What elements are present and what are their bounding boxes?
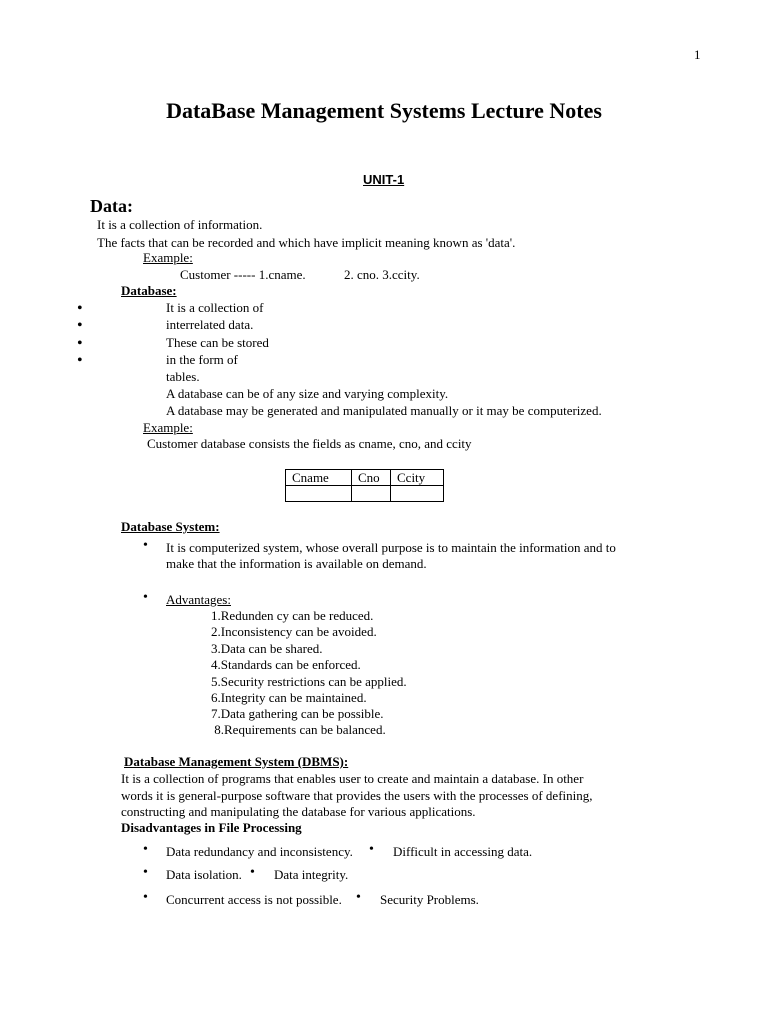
- customer-fields-table: [285, 469, 444, 502]
- database-system-text: It is computerized system, whose overall purpose is to maintain the information and to: [166, 540, 616, 555]
- disadvantage-item: Difficult in accessing data.: [393, 844, 533, 859]
- table-cell: [352, 486, 391, 502]
- dbms-paragraph-line: words it is general-purpose software that provides the users with the processes of defining,: [121, 788, 593, 803]
- table-row: [286, 486, 444, 502]
- table-header-cno: Cno: [352, 470, 391, 486]
- database-example-text: Customer database consists the fields as cname, cno, and ccity: [147, 436, 472, 451]
- page-title: DataBase Management Systems Lecture Notes: [166, 98, 602, 123]
- page-number: 1: [694, 47, 701, 62]
- database-line: tables.: [166, 369, 200, 384]
- advantage-item: 6.Integrity can be maintained.: [211, 690, 367, 705]
- advantage-item: 1.Redunden cy can be reduced.: [211, 608, 374, 623]
- database-heading: Database:: [121, 283, 177, 298]
- database-line: These can be stored: [166, 335, 269, 350]
- advantage-item: 2.Inconsistency can be avoided.: [211, 624, 377, 639]
- table-cell: [391, 486, 444, 502]
- table-header-cname: Cname: [286, 470, 352, 486]
- advantage-item: 5.Security restrictions can be applied.: [211, 674, 407, 689]
- bullet-icon: •: [143, 890, 148, 905]
- bullet-icon: •: [143, 865, 148, 880]
- table-header-ccity: Ccity: [391, 470, 444, 486]
- data-example-text-b: 2. cno. 3.ccity.: [344, 267, 420, 282]
- bullet-icon: •: [369, 842, 374, 857]
- bullet-icon: •: [356, 890, 361, 905]
- dbms-paragraph-line: It is a collection of programs that enables user to create and maintain a database. In other: [121, 771, 584, 786]
- dbms-heading: Database Management System (DBMS):: [124, 754, 349, 769]
- database-line: interrelated data.: [166, 317, 254, 332]
- bullet-icon: •: [143, 590, 148, 605]
- bullet-icon: •: [77, 335, 83, 352]
- unit-heading: UNIT-1: [363, 172, 405, 187]
- bullet-icon: •: [250, 865, 255, 880]
- data-example-label: Example:: [143, 250, 193, 265]
- disadvantages-heading: Disadvantages in File Processing: [121, 820, 302, 835]
- disadvantage-item: Data isolation.: [166, 867, 242, 882]
- disadvantage-item: Data integrity.: [274, 867, 349, 882]
- data-facts: The facts that can be recorded and which have implicit meaning known as 'data'.: [97, 235, 516, 250]
- database-line: It is a collection of: [166, 300, 264, 315]
- data-definition: It is a collection of information.: [97, 217, 263, 232]
- database-system-heading: Database System:: [121, 519, 220, 534]
- database-line: A database may be generated and manipulated manually or it may be computerized.: [166, 403, 602, 418]
- dbms-paragraph-line: constructing and manipulating the database for various applications.: [121, 804, 476, 819]
- table-header-row: [286, 470, 444, 486]
- database-line: in the form of: [166, 352, 238, 367]
- bullet-icon: •: [143, 538, 148, 553]
- bullet-icon: •: [77, 317, 83, 334]
- bullet-icon: •: [143, 842, 148, 857]
- advantage-item: 4.Standards can be enforced.: [211, 657, 361, 672]
- bullet-icon: •: [77, 300, 83, 317]
- bullet-icon: •: [77, 352, 83, 369]
- advantage-item: 8.Requirements can be balanced.: [211, 722, 386, 737]
- advantage-item: 7.Data gathering can be possible.: [211, 706, 384, 721]
- database-example-label: Example:: [143, 420, 193, 435]
- table-cell: [286, 486, 352, 502]
- disadvantage-item: Concurrent access is not possible.: [166, 892, 342, 907]
- disadvantage-item: Data redundancy and inconsistency.: [166, 844, 353, 859]
- data-example-text-a: Customer ----- 1.cname.: [180, 267, 306, 282]
- database-system-text: make that the information is available on demand.: [166, 556, 427, 571]
- advantage-item: 3.Data can be shared.: [211, 641, 323, 656]
- data-heading: Data:: [90, 196, 133, 216]
- database-line: A database can be of any size and varying complexity.: [166, 386, 449, 401]
- disadvantage-item: Security Problems.: [380, 892, 479, 907]
- advantages-label: Advantages:: [166, 592, 231, 607]
